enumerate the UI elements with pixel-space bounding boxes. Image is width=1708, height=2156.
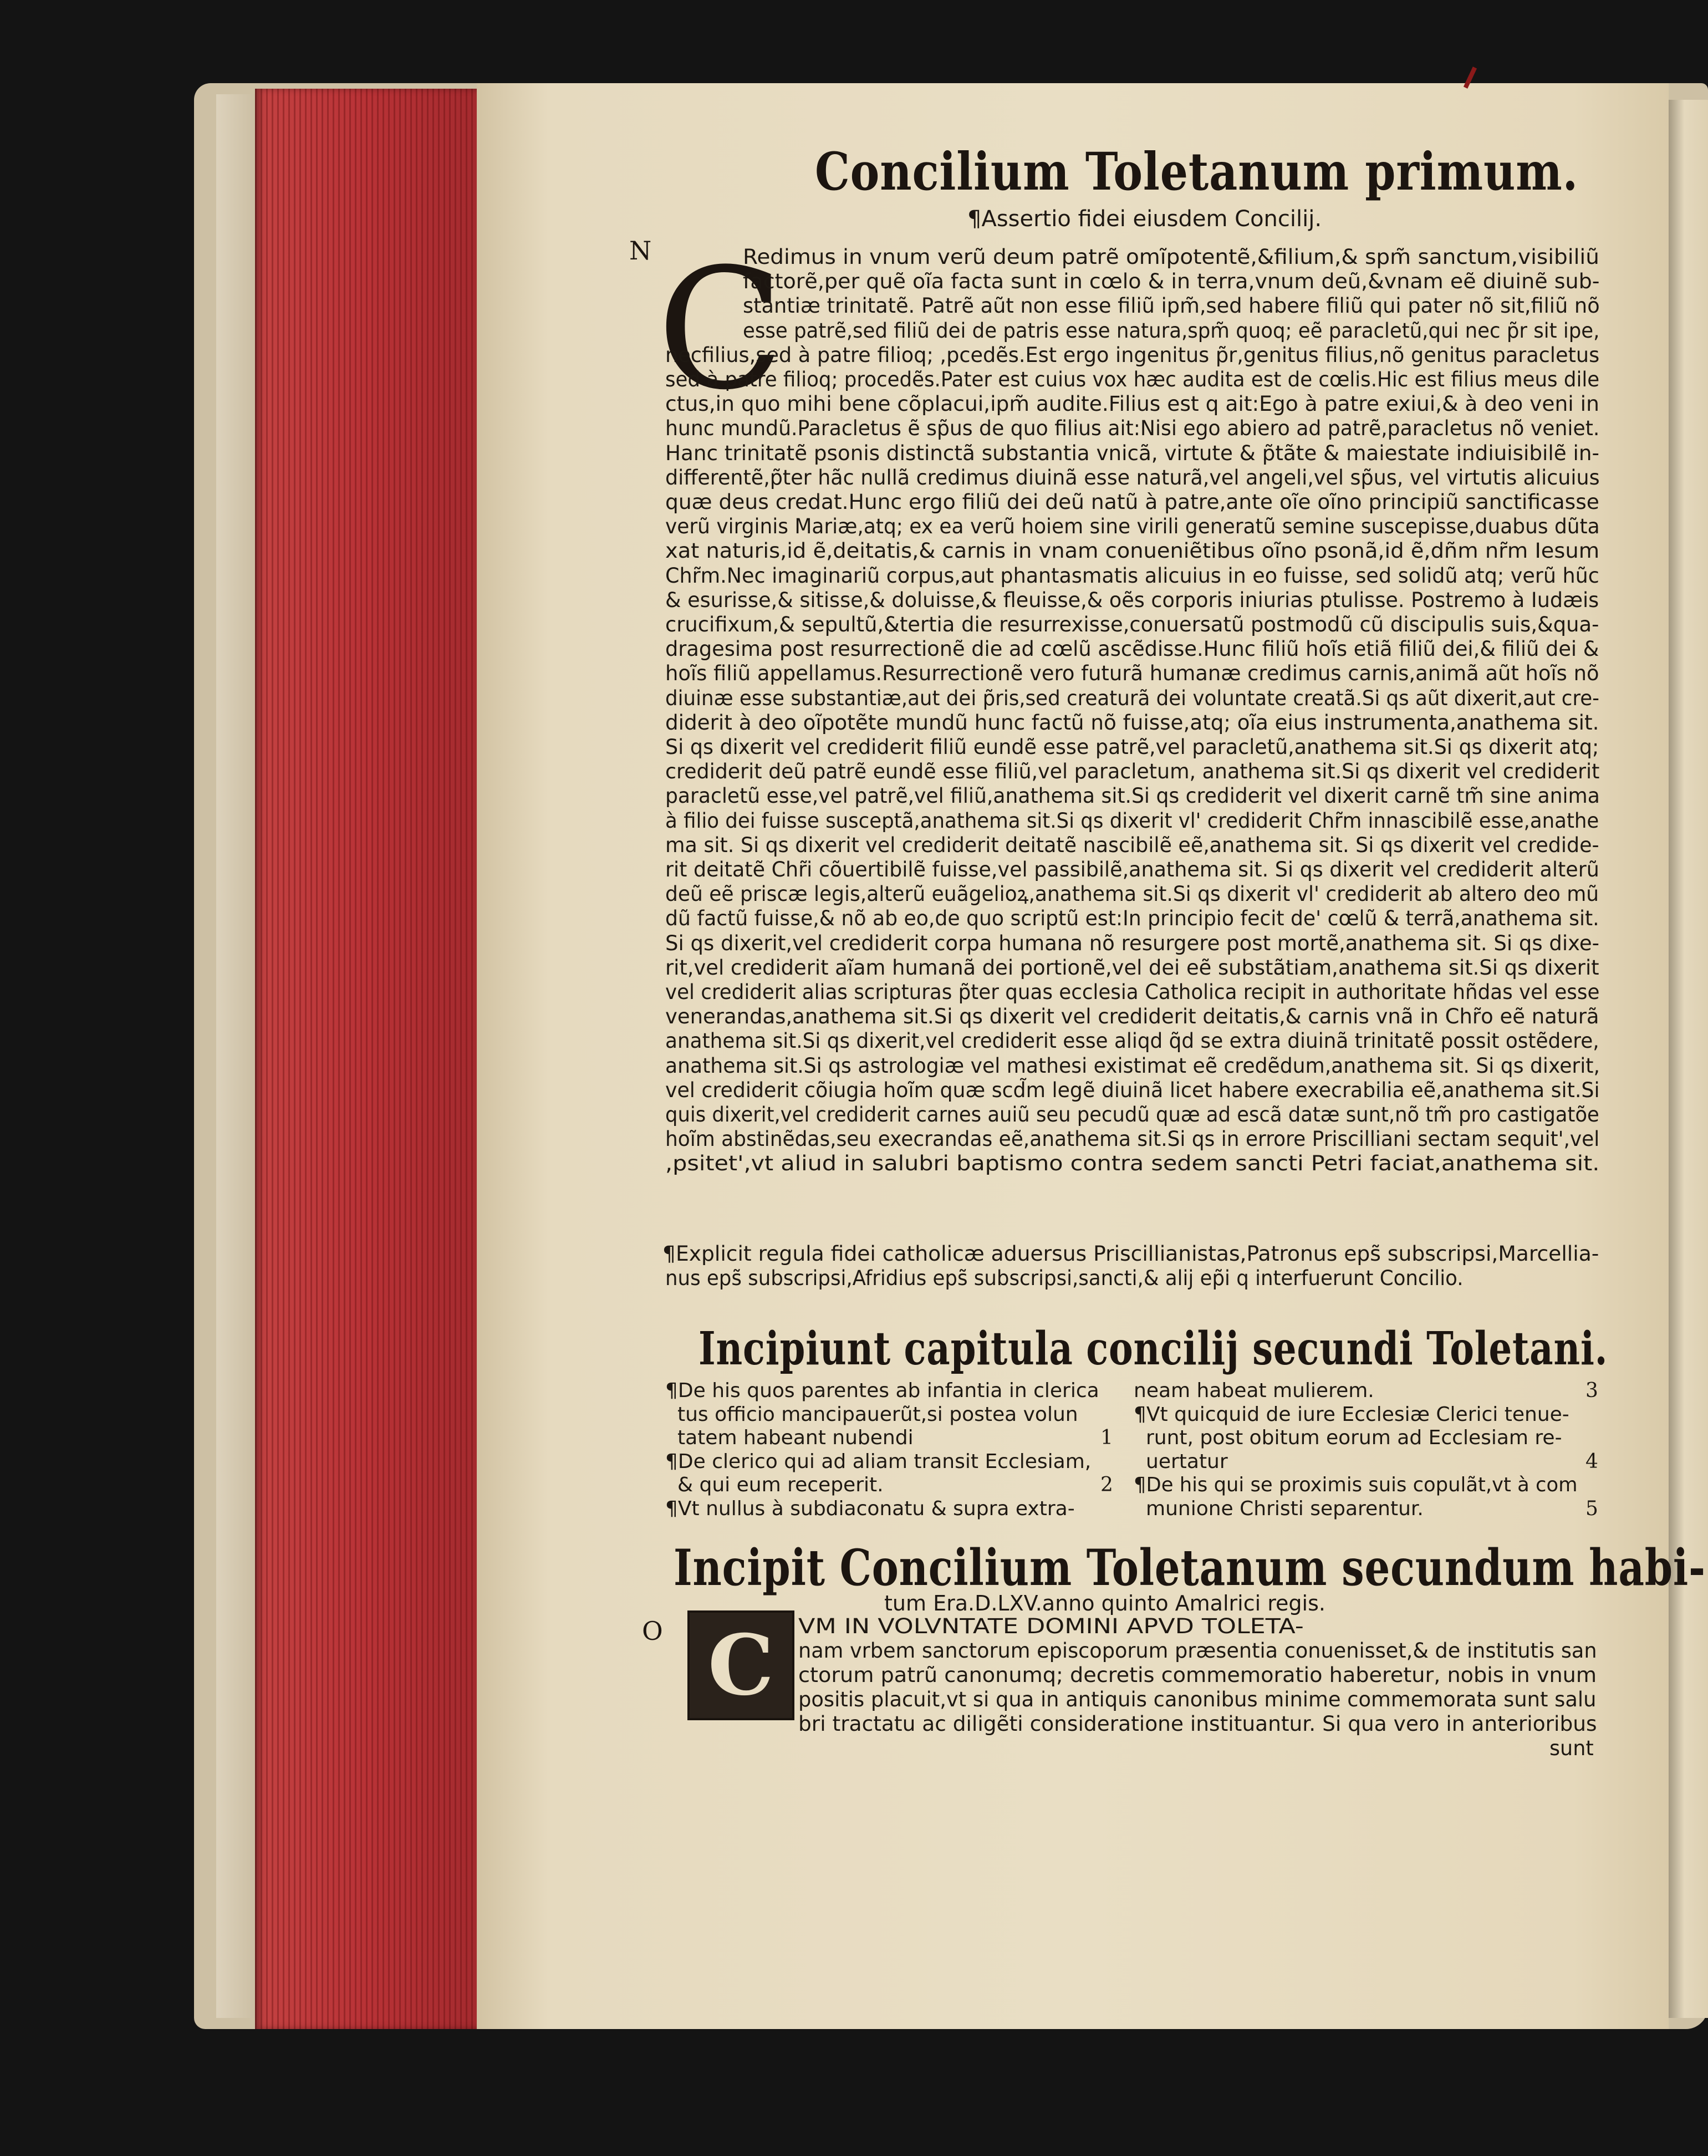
creed-line: rit,vel crediderit aĩam humanã dei portionẽ,vel dei eẽ substãtiam,anathema sit.Si qs dixerit xyxy=(665,955,1599,980)
page-title: Concilium Toletanum primum. xyxy=(815,141,1578,202)
opening-line: positis placuit,vt si qua in antiquis canonibus minime commemorata sunt salu xyxy=(798,1688,1597,1711)
page-block-edge xyxy=(216,94,261,2018)
creed-line: dũ factũ fuisse,& nõ ab eo,de quo scriptũ est:In principio fecit de' cœlũ & terrã,anathema sit. xyxy=(665,906,1599,931)
woodcut-initial-letter: C xyxy=(707,1617,774,1714)
red-page-edges xyxy=(255,89,482,2029)
creed-line: rit deitatẽ Chr̃i cõuertibilẽ fuisse,vel passibilẽ,anathema sit. Si qs dixerit vel crediderit alterũ xyxy=(665,858,1599,881)
creed-line: diuinæ esse substantiæ,aut dei p̃ris,sed creaturã dei voluntate creatã.Si qs aũt dixerit,aut cre- xyxy=(665,686,1599,710)
chapter-entry-line: tatem habeant nubendi xyxy=(677,1426,914,1449)
chapter-entry-line: uertatur xyxy=(1146,1450,1228,1473)
chapter-number: 5 xyxy=(1585,1497,1598,1520)
creed-line: necfilius,sed à patre filioq; ,pcedẽs.Est ergo ingenitus p̃r,genitus filius,nõ genitus paracletus xyxy=(665,343,1600,367)
opening-line: ctorum patrũ canonumq; decretis commemoratio haberetur, nobis in vnum xyxy=(798,1663,1597,1687)
creed-line: anathema sit.Si qs astrologiæ vel mathesi existimat eẽ credẽdum,anathema sit. Si qs dixerit, xyxy=(665,1053,1600,1078)
creed-line: dragesima post resurrectionẽ die ad cœlũ ascẽdisse.Hunc filiũ hoĩs etiã filiũ dei,& filiũ dei & xyxy=(665,637,1599,661)
chapter-number: 3 xyxy=(1585,1379,1598,1402)
creed-line: deũ eẽ priscæ legis,alterũ euãgelioꝝ,anathema sit.Si qs dixerit vl' crediderit ab altero deo mũ xyxy=(665,882,1599,906)
creed-line: Chr̃m.Nec imaginariũ corpus,aut phantasmatis alicuius in eo fuisse, sed solidũ atq; verũ hũc xyxy=(665,563,1599,588)
chapter-entry-line: neam habeat mulierem. xyxy=(1134,1379,1374,1402)
chapter-number: 1 xyxy=(1100,1426,1113,1449)
creed-line: diderit à deo oĩpotẽte mundũ hunc factũ nõ fuisse,atq; oĩa eius instrumenta,anathema sit. xyxy=(665,710,1599,735)
creed-line: crucifixum,& sepultũ,&tertia die resurrexisse,conuersatũ postmodũ cũ discipulis suis,&qua- xyxy=(665,613,1599,636)
creed-line: vel crediderit alias scripturas p̃ter quas ecclesia Catholica recipit in authoritate hñdas vel esse xyxy=(665,980,1600,1004)
chapter-entry-line: ¶De clerico qui ad aliam transit Ecclesiam, xyxy=(665,1450,1092,1473)
creed-line: hunc mundũ.Paracletus ẽ sp̃us de quo filius ait:Nisi ego abiero ad patrẽ,paracletus nõ veniet. xyxy=(665,416,1600,441)
creed-line: sed à patre filioq; procedẽs.Pater est cuius vox hæc audita est de cœlis.Hic est filius meus dile xyxy=(665,368,1600,391)
creed-line: stantiæ trinitatẽ. Patrẽ aũt non esse filiũ ipm̃,sed habere filiũ qui pater nõ sit,filiũ nõ xyxy=(743,294,1600,318)
creed-line: hoĩm abstinẽdas,seu execrandas eẽ,anathema sit.Si qs in errore Priscilliani sectam sequit',vel xyxy=(665,1127,1600,1151)
creed-line: venerandas,anathema sit.Si qs dixerit vel crediderit deitatis,& carnis vnã in Chr̃o eẽ naturã xyxy=(665,1005,1599,1029)
creed-line: paracletũ esse,vel patrẽ,vel filiũ,anathema sit.Si qs crediderit vel dixerit carnẽ tm̃ sine anima xyxy=(665,784,1600,808)
opening-line: nam vrbem sanctorum episcoporum præsentia conuenisset,& de institutis san xyxy=(798,1639,1597,1663)
chapter-number: 4 xyxy=(1585,1450,1598,1473)
creed-line: Redimus in vnum verũ deum patrẽ omĩpotentẽ,&filium,& spm̃ sanctum,visibiliũ xyxy=(743,245,1599,269)
creed-line: xat naturis,id ẽ,deitatis,& carnis in vnam conueniẽtibus oĩno psonã,id ẽ,dñm nr̃m Iesum xyxy=(665,539,1600,563)
chapter-entry-line: tus officio mancipauerũt,si postea volun xyxy=(677,1403,1078,1426)
creed-line: Si qs dixerit,vel crediderit corpa humana nõ resurgere post mortẽ,anathema sit. Si qs dixe- xyxy=(665,931,1600,955)
heading-capitula: Incipiunt capitula concilij secundi Toletani. xyxy=(699,1322,1608,1375)
explicit-line: nus eps̃ subscripsi,Afridius eps̃ subscripsi,sancti,& alij ep̃i q interfuerunt Concilio. xyxy=(665,1266,1464,1290)
creed-line: verũ virginis Mariæ,atq; ex ea verũ hoiem sine virili generatũ semine suscepisse,duabus dũta xyxy=(665,514,1600,539)
opening-line: sunt xyxy=(1549,1736,1594,1760)
creed-line: ctus,in quo mihi bene cõplacui,ipm̃ audite.Filius est q ait:Ego à patre exiui,& à deo veni in xyxy=(665,392,1599,416)
creed-line: anathema sit.Si qs dixerit,vel crediderit esse aliqd q̃d se extra diuinã trinitatẽ possit ostẽdere, xyxy=(665,1029,1599,1053)
heading-concilium: Incipit Concilium Toletanum secundum habi- xyxy=(674,1538,1706,1597)
dropcap-c: C xyxy=(657,233,784,426)
margin-letter-n: N xyxy=(629,236,652,266)
creed-line: factorẽ,per quẽ oĩa facta sunt in cœlo & in terra,vnum deũ,&vnam eẽ diuinẽ sub- xyxy=(743,269,1600,294)
creed-line: ,psitet',vt aliud in salubri baptismo contra sedem sancti Petri faciat,anathema sit. xyxy=(665,1151,1600,1176)
chapter-entry-line: ¶Vt quicquid de iure Ecclesiæ Clerici tenue- xyxy=(1134,1403,1569,1426)
creed-line: & esurisse,& sitisse,& doluisse,& fleuisse,& oẽs corporis iniurias ptulisse. Postremo à Iudæis xyxy=(665,588,1599,612)
opening-line: bri tractatu ac diligẽti consideratione instituantur. Si qua vero in anterioribus xyxy=(798,1712,1597,1736)
woodcut-initial xyxy=(687,1610,794,1720)
facing-page-edge xyxy=(1669,100,1708,2018)
margin-letter-o: O xyxy=(642,1616,663,1646)
chapter-entry-line: & qui eum receperit. xyxy=(677,1474,884,1496)
creed-line: à filio dei fuisse susceptã,anathema sit.Si qs dixerit vl' crediderit Chr̃m innascibilẽ esse,anathe xyxy=(665,808,1599,833)
chapter-number: 2 xyxy=(1100,1474,1113,1496)
opening-line: VM IN VOLVNTATE DOMINI APVD TOLETA- xyxy=(798,1614,1304,1638)
creed-line: esse patrẽ,sed filiũ dei de patris esse natura,spm̃ quoq; eẽ paracletũ,qui nec p̃r sit ipe, xyxy=(743,318,1600,343)
creed-line: ma sit. Si qs dixerit vel crediderit deitatẽ nascibilẽ eẽ,anathema sit. Si qs dixerit vel credide- xyxy=(665,833,1599,857)
chapter-entry-line: ¶De his quos parentes ab infantia in clerica xyxy=(665,1379,1099,1402)
rubric-assertio: ¶Assertio fidei eiusdem Concilij. xyxy=(967,206,1322,232)
creed-line: vel crediderit cõiugia hoĩm quæ scd̃m legẽ diuinã licet habere execrabilia eẽ,anathema sit.Si xyxy=(665,1078,1600,1102)
creed-line: quis dixerit,vel crediderit carnes auiũ seu pecudũ quæ ad escã datæ sunt,nõ tm̃ pro castigatõe xyxy=(665,1103,1599,1127)
chapter-entry-line: ¶De his qui se proximis suis copulãt,vt à com xyxy=(1134,1474,1578,1496)
heading-concilium-subline: tum Era.D.LXV.anno quinto Amalrici regis. xyxy=(884,1591,1325,1615)
chapter-entry-line: runt, post obitum eorum ad Ecclesiam re- xyxy=(1146,1426,1562,1449)
creed-line: quæ deus credat.Hunc ergo filiũ dei deũ natũ à patre,ante oĩe oĩno principiũ sanctificasse xyxy=(665,490,1599,514)
chapter-entry-line: munione Christi separentur. xyxy=(1146,1497,1424,1520)
creed-line: differentẽ,p̃ter hãc nullã credimus diuinã esse naturã,vel angeli,vel sp̃us, vel virtutis alicuius xyxy=(665,465,1600,490)
creed-line: Si qs dixerit vel crediderit filiũ eundẽ esse patrẽ,vel paracletũ,anathema sit.Si qs dixerit atq; xyxy=(665,735,1599,759)
creed-line: Hanc trinitatẽ psonis distinctã substantia vnicã, virtute & p̃tãte & maiestate indiuisibilẽ in- xyxy=(665,441,1599,465)
creed-line: crediderit deũ patrẽ eundẽ esse filiũ,vel paracletum, anathema sit.Si qs dixerit vel crediderit xyxy=(665,760,1600,784)
explicit-line: ¶Explicit regula fidei catholicæ aduersus Priscillianistas,Patronus eps̃ subscripsi,Marcellia- xyxy=(662,1242,1599,1266)
chapter-entry-line: ¶Vt nullus à subdiaconatu & supra extra- xyxy=(665,1497,1075,1520)
creed-line: hoĩs filiũ appellamus.Resurrectionẽ vero futurã humanæ credimus carnis,animã aũt hoĩs nõ xyxy=(665,661,1599,686)
